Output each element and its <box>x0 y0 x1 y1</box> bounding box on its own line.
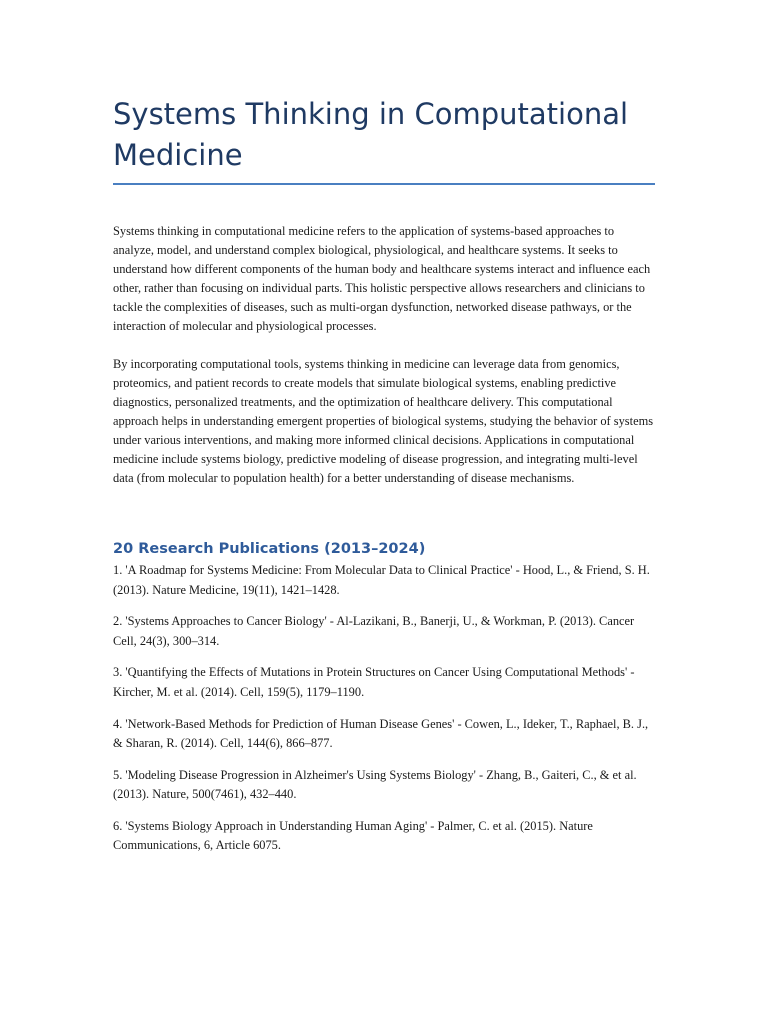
publications-heading: 20 Research Publications (2013–2024) <box>113 541 426 558</box>
document-page <box>113 94 655 868</box>
document-title: Systems Thinking in Computational Medicine <box>113 97 629 172</box>
intro-paragraph: Systems thinking in computational medicine refers to the application of systems-based approaches to analyze, model, and understand complex biological, physiological, and healthcare systems. It seeks to understand how different components of the human body and healthcare systems interact and influence each other, rather than focusing on individual parts. This holistic perspective allows researchers and clinicians to tackle the complexities of diseases, such as multi-organ dysfunction, networked disease pathways, or the interaction of molecular and physiological processes. <box>113 224 651 334</box>
publication-item: 6. 'Systems Biology Approach in Understanding Human Aging' - Palmer, C. et al. (2015). Nature Communications, 6, Article 6075. <box>113 818 593 852</box>
title-underline <box>113 183 655 185</box>
publication-item: 2. 'Systems Approaches to Cancer Biology' - Al-Lazikani, B., Banerji, U., & Workman, P. (2013). Cancer Cell, 24(3), 300–314. <box>113 614 635 648</box>
body-paragraph: By incorporating computational tools, systems thinking in medicine can leverage data from genomics, proteomics, and patient records to create models that simulate biological systems, enabling predictive diagnostics, personalized treatments, and the optimization of healthcare delivery. This computational approach helps in understanding emergent properties of biological systems, studying the behavior of systems under various interventions, and making more informed clinical decisions. Applications in computational medicine include systems biology, predictive modeling of disease progression, and integrating multi-level data (from molecular to population health) for a better understanding of disease mechanisms. <box>113 356 654 486</box>
publication-list <box>113 561 655 855</box>
publication-item: 3. 'Quantifying the Effects of Mutations in Protein Structures on Cancer Using Computational Methods' - Kircher, M. et al. (2014). Cell, 159(5), 1179–1190. <box>113 665 635 699</box>
publication-item: 1. 'A Roadmap for Systems Medicine: From Molecular Data to Clinical Practice' - Hood, L., & Friend, S. H. (2013). Nature Medicine, 19(11), 1421–1428. <box>113 563 650 597</box>
publication-item: 4. 'Network-Based Methods for Prediction of Human Disease Genes' - Cowen, L., Ideker, T., Raphael, B. J., & Sharan, R. (2014). Cell, 144(6), 866–877. <box>113 716 649 750</box>
publication-item: 5. 'Modeling Disease Progression in Alzheimer's Using Systems Biology' - Zhang, B., Gaiteri, C., & et al. (2013). Nature, 500(7461), 432–440. <box>113 767 637 801</box>
